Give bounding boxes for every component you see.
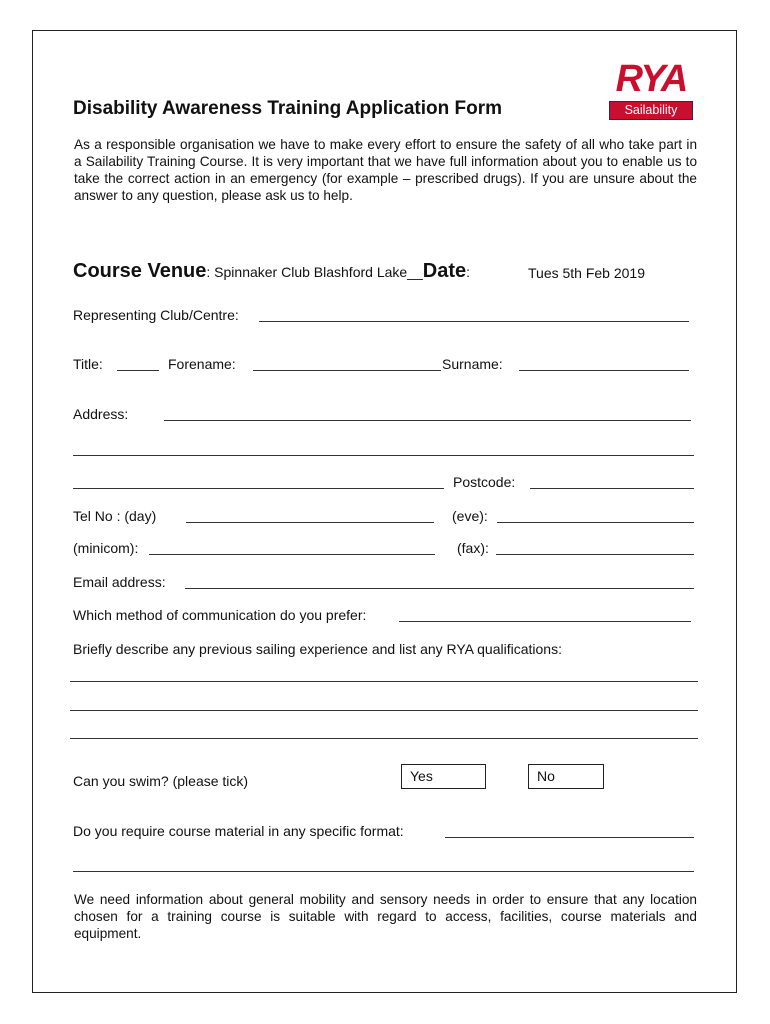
- format-line-2[interactable]: [73, 871, 694, 872]
- address-line-2[interactable]: [73, 455, 694, 456]
- surname-field[interactable]: [519, 370, 689, 371]
- email-label: Email address:: [73, 574, 166, 590]
- swim-no-box[interactable]: [528, 764, 604, 789]
- email-field[interactable]: [185, 588, 694, 589]
- date-colon: :: [466, 264, 470, 280]
- communication-field[interactable]: [399, 621, 691, 622]
- mobility-paragraph: We need information about general mobility and sensory needs in order to ensure that any location chosen for a training course is suitable with regard to access, facilities, course materials and equipment.: [74, 892, 697, 941]
- surname-label: Surname:: [442, 356, 503, 372]
- swim-yes-label: Yes: [410, 768, 433, 784]
- minicom-label: (minicom):: [73, 540, 139, 556]
- postcode-field[interactable]: [530, 488, 694, 489]
- experience-label: Briefly describe any previous sailing experience and list any RYA qualifications:: [73, 641, 562, 657]
- address-line-1[interactable]: [164, 420, 691, 421]
- tel-eve-field[interactable]: [497, 522, 694, 523]
- sailability-logo-text: Sailability: [609, 101, 693, 120]
- fax-field[interactable]: [496, 554, 694, 555]
- date-label: Date: [422, 260, 467, 282]
- swim-no-label: No: [537, 768, 555, 784]
- fax-label: (fax):: [457, 540, 489, 556]
- swim-yes-box[interactable]: [401, 764, 486, 789]
- forename-field[interactable]: [253, 370, 441, 371]
- format-field[interactable]: [445, 837, 694, 838]
- title-label: Title:: [73, 356, 103, 372]
- form-page: [32, 30, 737, 993]
- title-field[interactable]: [117, 370, 159, 371]
- swim-label: Can you swim? (please tick): [73, 773, 249, 789]
- address-label: Address:: [73, 406, 129, 422]
- minicom-field[interactable]: [149, 554, 435, 555]
- communication-label: Which method of communication do you prefer:: [73, 607, 367, 623]
- course-venue-label: Course Venue: [73, 260, 207, 282]
- rya-logo-text: RYA: [615, 58, 687, 100]
- experience-line-2[interactable]: [70, 710, 698, 711]
- format-label: Do you require course material in any specific format:: [73, 823, 404, 839]
- course-venue-row: [73, 260, 470, 283]
- tel-eve-label: (eve):: [452, 508, 488, 524]
- representing-field[interactable]: [259, 321, 689, 322]
- tel-day-label: Tel No : (day): [73, 508, 157, 524]
- rya-sailability-logo: [609, 59, 693, 119]
- experience-line-3[interactable]: [70, 738, 698, 739]
- course-venue-value: : Spinnaker Club Blashford Lake__: [206, 264, 423, 280]
- postcode-label: Postcode:: [453, 474, 516, 490]
- representing-label: Representing Club/Centre:: [73, 307, 239, 323]
- address-line-3[interactable]: [73, 488, 444, 489]
- date-value: Tues 5th Feb 2019: [528, 265, 646, 281]
- tel-day-field[interactable]: [186, 522, 434, 523]
- forename-label: Forename:: [168, 356, 236, 372]
- experience-line-1[interactable]: [70, 681, 698, 682]
- form-title: Disability Awareness Training Application Form: [73, 98, 503, 119]
- intro-paragraph: As a responsible organisation we have to make every effort to ensure the safety of all who take part in a Sailability Training Course. It is very important that we have full information about you to enable us to take the correct action in an emergency (for example – prescribed drugs). If you are unsure about the answer to any question, please ask us to help.: [74, 137, 697, 203]
